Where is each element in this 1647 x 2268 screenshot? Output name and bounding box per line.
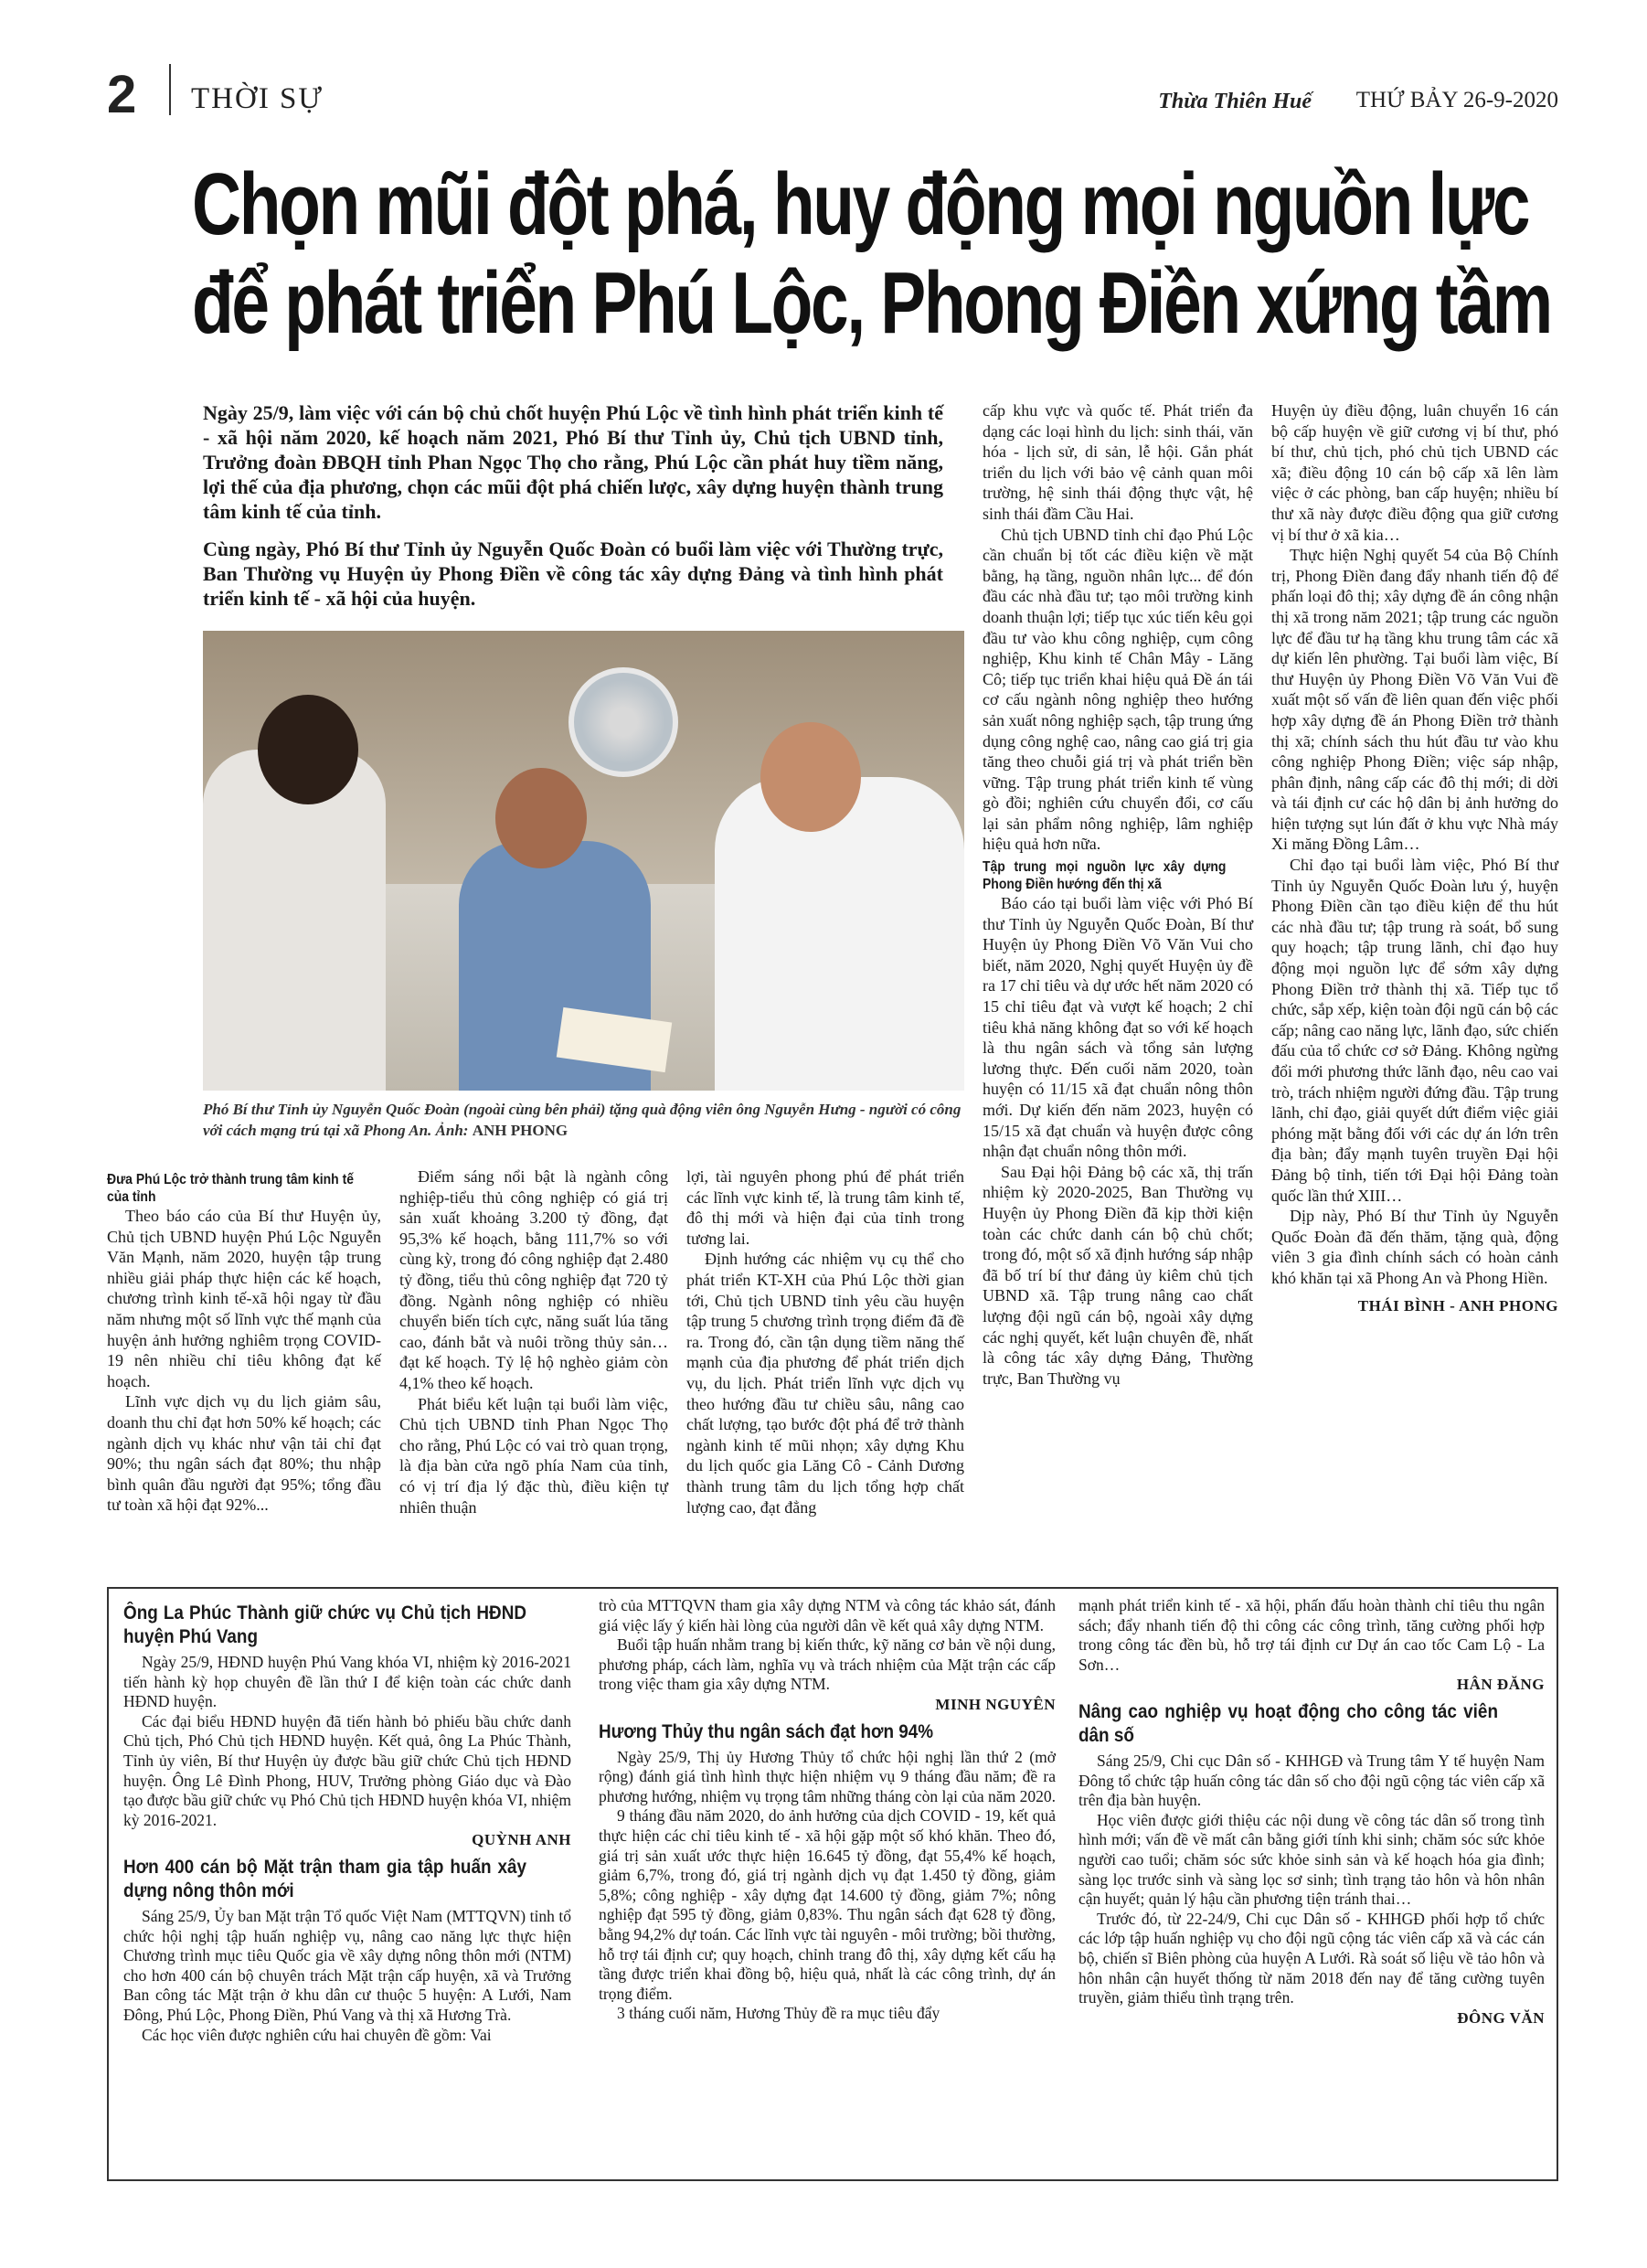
subhead-phong-dien: Tập trung mọi nguồn lực xây dựng Phong Điền hướng đến thị xã bbox=[983, 859, 1227, 893]
paragraph: cấp khu vực và quốc tế. Phát triển đa dạng các loại hình du lịch: sinh thái, văn hóa - lịch sử, di sản, lễ hội. Gắn phát triển du lịch với bảo vệ cảnh quan môi trường, hệ sinh thái động thực vật, hệ sinh thái đầm Cầu Hai. bbox=[983, 401, 1253, 523]
paragraph: Thực hiện Nghị quyết 54 của Bộ Chính trị, Phong Điền đang đẩy nhanh tiến độ để phấn loại đô thị; xây dựng đề án công nhận thị xã trong năm 2021; tập trung các nguồn lực để đầu tư hạ tầng khu trung tâm các xã dự kiến lên phường. Tại buổi làm việc, Bí thư Huyện ủy Phong Điền Võ Văn Vui đề xuất một số vấn đề liên quan đến việc phối hợp xây dựng đề án Phong Điền trở thành thị xã; chính sách thu hút đầu tư vào khu công nghiệp Phong Điền; việc sáp nhập, phân định, nâng cấp các đô thị mới; di dời và tái định cư các hộ dân bị ảnh hưởng do hiện tượng sụt lún đất ở khu vực Nhà máy Xi măng Đồng Lâm… bbox=[1271, 546, 1558, 854]
paragraph: Dịp này, Phó Bí thư Tỉnh ủy Nguyễn Quốc Đoàn đã đến thăm, tặng quà, động viên 3 gia đình chính sách có hoàn cảnh khó khăn tại xã Phong An và Phong Hiền. bbox=[1271, 1207, 1558, 1287]
main-headline bbox=[192, 155, 1551, 353]
brief-title-dan-so: Nâng cao nghiệp vụ hoạt động cho công tác viên dân số bbox=[1079, 1700, 1498, 1746]
paragraph: Các học viên được nghiên cứu hai chuyên đề gồm: Vai bbox=[142, 2025, 492, 2044]
section-title: THỜI SỰ bbox=[191, 82, 324, 115]
fan-icon bbox=[568, 667, 678, 777]
paragraph: Sáng 25/9, Chi cục Dân số - KHHGĐ và Trung tâm Y tế huyện Nam Đông tổ chức tập huấn công tác dân số cho đội ngũ cộng tác viên cấp xã trên địa bàn huyện. bbox=[1079, 1751, 1545, 1810]
brief-title-phu-vang: Ông La Phúc Thành giữ chức vụ Chủ tịch HĐND huyện Phú Vang bbox=[123, 1603, 526, 1647]
paragraph: 3 tháng cuối năm, Hương Thủy đề ra mục tiêu đẩy bbox=[617, 2004, 940, 2023]
photo-person-right-head bbox=[760, 722, 861, 832]
photo-credit: ANH PHONG bbox=[472, 1122, 568, 1139]
paragraph: Các đại biểu HĐND huyện đã tiến hành bỏ phiếu bầu chức danh Chủ tịch, Phó Chủ tịch HĐND huyện. Kết quả, ông La Phúc Thành, Tỉnh ủy viên, Bí thư Huyện ủy được bầu giữ chức Chủ tịch HĐND huyện. Ông Lê Đình Phong, HUV, Trưởng phòng Giáo dục và Đào tạo được bầu giữ chức vụ Phó Chủ tịch HĐND huyện khóa VI, nhiệm kỳ 2016-2021. bbox=[123, 1711, 571, 1829]
headline-line-1: Chọn mũi đột phá, huy động mọi nguồn lực bbox=[192, 155, 1529, 253]
photo-person-center-head bbox=[495, 768, 587, 868]
paragraph: Lĩnh vực dịch vụ du lịch giảm sâu, doanh thu chỉ đạt hơn 50% kế hoạch; các ngành dịch vụ khác như vận tải chỉ đạt 90%; thu ngân sách đạt 80%; thu nhập bình quân đầu người đạt 95%; tổng đầu tư toàn xã hội đạt 92%... bbox=[107, 1392, 381, 1515]
headline-line-2: để phát triển Phú Lộc, Phong Điền xứng tầm bbox=[192, 254, 1551, 352]
article-column-3 bbox=[686, 1166, 964, 1517]
paragraph: Huyện ủy điều động, luân chuyển 16 cán bộ cấp huyện về giữ cương vị bí thư, phó bí thư, chủ tịch, phó chủ tịch UBND các xã; điều động 10 cán bộ cấp xã lên làm việc ở các phòng, ban cấp huyện; nhiều bí thư xã này được điều động qua giữ cương vị bí thư ở xã kia… bbox=[1271, 401, 1558, 544]
paragraph: trò của MTTQVN tham gia xây dựng NTM và công tác khảo sát, đánh giá việc lấy ý kiến hài lòng của người dân về kết quả xây dựng NTM. bbox=[599, 1596, 1056, 1634]
paragraph: Phát biểu kết luận tại buổi làm việc, Chủ tịch UBND tỉnh Phan Ngọc Thọ cho rằng, Phú Lộc có vai trò quan trọng, là địa bàn cửa ngõ phía Nam của tỉnh, có vị trí địa lý đặc thù, điều kiện tự nhiên thuận bbox=[399, 1394, 668, 1517]
caption-text: Phó Bí thư Tỉnh ủy Nguyễn Quốc Đoàn (ngoài cùng bên phải) tặng quà động viên ông Nguyễn Hưng - người có công với cách mạng trú tại xã Phong An. Ảnh: bbox=[203, 1101, 962, 1139]
page-number: 2 bbox=[107, 65, 137, 124]
paragraph: Trước đó, từ 22-24/9, Chi cục Dân số - KHHGĐ phối hợp tổ chức các lớp tập huấn nghiệp vụ cho đội ngũ cộng tác viên cấp xã và các cán bộ, chiến sĩ Biên phòng của huyện A Lưới. Rà soát số liệu về tảo hôn và hôn nhân cận huyết thống từ năm 2018 đến nay để tăng cường tuyên truyền, giảm thiểu tình trạng trên. bbox=[1079, 1909, 1545, 2007]
article-lead bbox=[203, 400, 943, 623]
paragraph: Chủ tịch UBND tỉnh chỉ đạo Phú Lộc cần chuẩn bị tốt các điều kiện về mặt bằng, hạ tầng, nguồn nhân lực... để đón đầu các nhà đầu tư; tạo môi trường kinh doanh thuận lợi; tiếp tục xúc tiến kêu gọi đầu tư vào khu công nghiệp, cụm công nghiệp, Khu kinh tế Chân Mây - Lăng Cô; tiếp tục triển khai hiệu quả Đề án tái cơ cấu ngành nông nghiệp theo hướng sản xuất nông nghiệp sạch, tập trung ứng dụng công nghệ cao, nâng cao giá trị gia tăng theo chuỗi giá trị và phát triển bền vững. Tập trung phát triển kinh tế vùng gò đồi; nghiên cứu chuyển đổi, cơ cấu lại sản phẩm nông nghiệp, lâm nghiệp hiệu quả hơn nữa. bbox=[983, 525, 1253, 854]
photo-person-right bbox=[715, 777, 964, 1091]
paragraph: Sáng 25/9, Ủy ban Mặt trận Tổ quốc Việt Nam (MTTQVN) tỉnh tổ chức hội nghị tập huấn nghiệp vụ, nâng cao năng lực thực hiện Chương trình mục tiêu Quốc gia về xây dựng nông thôn mới (NTM) cho hơn 400 cán bộ chuyên trách Mặt trận cấp huyện, xã và Trưởng Ban công tác Mặt trận ở khu dân cư thuộc 5 huyện: A Lưới, Nam Đông, Phú Lộc, Phong Điền, Phú Vang và thị xã Hương Trà. bbox=[123, 1906, 571, 2024]
masthead bbox=[107, 55, 1558, 137]
paragraph: Định hướng các nhiệm vụ cụ thể cho phát triển KT-XH của Phú Lộc thời gian tới, Chủ tịch UBND tỉnh yêu cầu huyện tập trung 5 chương trình trọng điểm đã đề ra. Trong đó, cần tận dụng tiềm năng thế mạnh của địa phương để phát triển dịch vụ, du lịch. Phát triển lĩnh vực dịch vụ theo hướng đầu tư chiều sâu, nâng cao chất lượng, tạo bước đột phá để trở thành ngành kinh tế mũi nhọn; xây dựng Khu du lịch quốc gia Lăng Cô - Cảnh Dương thành trung tâm du lịch tổng hợp chất lượng cao, đạt đẳng bbox=[686, 1250, 964, 1517]
brief-byline: HÂN ĐĂNG bbox=[1456, 1676, 1545, 1694]
paragraph: Theo báo cáo của Bí thư Huyện ủy, Chủ tịch UBND huyện Phú Lộc Nguyễn Văn Mạnh, năm 2020, huyện tập trung nhiều giải pháp thực hiện các kế hoạch, chương trình kinh tế-xã hội ngay từ đầu năm nhưng một số lĩnh vực thế mạnh của huyện ảnh hưởng nghiêm trọng COVID-19 nên nhiều chỉ tiêu không đạt kế hoạch. bbox=[107, 1207, 381, 1390]
paragraph: Chỉ đạo tại buổi làm việc, Phó Bí thư Tỉnh ủy Nguyễn Quốc Đoàn lưu ý, huyện Phong Điền cần tạo điều kiện để thu hút các nhà đầu tư; tập trung rà soát, bổ sung quy hoạch; tập trung lãnh, chỉ đạo huy động mọi nguồn lực để sớm xây dựng Phong Điền trở thành thị xã. Tiếp tục tổ chức, sắp xếp, kiện toàn đội ngũ cán bộ các cấp; nâng cao năng lực, lãnh đạo, sức chiến đấu của tổ chức cơ sở Đảng. Không ngừng đổi mới phương thức lãnh đạo, nêu cao vai trò, trách nhiệm người đứng đầu. Tập trung lãnh, chỉ đạo, giải quyết dứt điểm việc giải phóng mặt bằng đối với các dự án lớn trên địa bàn; đẩy mạnh tuyên truyền Đại hội Đảng bộ tỉnh, tiến tới Đại hội Đảng toàn quốc lần thứ XIII… bbox=[1271, 856, 1558, 1205]
lead-paragraph-1: Ngày 25/9, làm việc với cán bộ chủ chốt huyện Phú Lộc về tình hình phát triển kinh tế - xã hội năm 2020, kế hoạch năm 2021, Phó Bí thư Tỉnh ủy, Chủ tịch UBND tỉnh, Trưởng đoàn ĐBQH tỉnh Phan Ngọc Thọ cho rằng, Phú Lộc cần phát huy tiềm năng, lợi thế của địa phương, chọn các mũi đột phá chiến lược, xây dựng huyện thành trung tâm kinh tế của tỉnh. bbox=[203, 401, 943, 523]
article-column-5 bbox=[1271, 400, 1558, 1316]
paragraph: Buổi tập huấn nhằm trang bị kiến thức, kỹ năng cơ bản về nội dung, phương pháp, cách làm, nghĩa vụ và trách nhiệm của Mặt trận các cấp trong việc tham gia xây dựng NTM. bbox=[599, 1635, 1056, 1694]
newspaper-name: Thừa Thiên Huế bbox=[1158, 90, 1312, 113]
briefs-column-1 bbox=[123, 1596, 571, 2045]
paragraph: Học viên được giới thiệu các nội dung về công tác dân số trong tình hình mới; vấn đề về mất cân bằng giới tính khi sinh; chăm sóc sức khỏe người cao tuổi; chăm sóc sức khỏe sinh sản và kế hoạch hóa gia đình; sàng lọc trước sinh và sàng lọc sơ sinh; tình trạng tảo hôn và hôn nhân cận huyết; quản lý hậu cần phương tiện tránh thai… bbox=[1079, 1810, 1545, 1909]
paragraph: Báo cáo tại buổi làm việc với Phó Bí thư Tỉnh ủy Nguyễn Quốc Đoàn, Bí thư Huyện ủy Phong Điền Võ Văn Vui cho biết, năm 2020, Nghị quyết Huyện ủy đề ra 17 chỉ tiêu và dự ước hết năm 2020 có 15 chỉ tiêu đạt và vượt kế hoạch; 2 chỉ tiêu khả năng không đạt so với kế hoạch là thu ngân sách và tổng sản lượng lương thực. Đến cuối năm 2020, toàn huyện có 11/15 xã đạt chuẩn nông thôn mới. Dự kiến đến năm 2023, huyện có 15/15 xã đạt chuẩn và huyện được công nhận đạt chuẩn nông thôn mới. bbox=[983, 894, 1253, 1161]
article-photo bbox=[203, 631, 964, 1091]
paragraph: Điểm sáng nổi bật là ngành công nghiệp-tiểu thủ công nghiệp có giá trị sản xuất khoảng 3.200 tỷ đồng, đạt 95,3% kế hoạch, bằng 111,7% so với cùng kỳ, trong đó công nghiệp đạt 2.480 tỷ đồng, tiểu thủ công nghiệp đạt 720 tỷ đồng. Ngành nông nghiệp có nhiều chuyển biến tích cực, năng suất lúa tăng cao, đánh bắt và nuôi trồng thủy sản… đạt kế hoạch. Tỷ lệ hộ nghèo giảm còn 4,1% theo kế hoạch. bbox=[399, 1167, 668, 1392]
paragraph: mạnh phát triển kinh tế - xã hội, phấn đấu hoàn thành chỉ tiêu thu ngân sách; đẩy nhanh tiến độ thi công các công trình, tăng cường phối hợp trong công tác đền bù, hỗ trợ tái định cư Dự án cao tốc Cam Lộ - La Sơn… bbox=[1079, 1596, 1545, 1674]
paragraph: lợi, tài nguyên phong phú để phát triển các lĩnh vực kinh tế, là trung tâm kinh tế, đô thị mới và hiện đại của tỉnh trong tương lai. bbox=[686, 1167, 964, 1248]
paragraph: Sau Đại hội Đảng bộ các xã, thị trấn nhiệm kỳ 2020-2025, Ban Thường vụ Huyện ủy Phong Điền đã kịp thời kiện toàn các chức danh cán bộ chủ chốt; trong đó, một số xã định hướng sáp nhập đã bố trí bí thư đảng ủy kiêm chủ tịch UBND xã. Tập trung nâng cao chất lượng đội ngũ cán bộ, ngoài xây dựng các nghị quyết, kết luận chuyên đề, nhất là công tác xây dựng Đảng, Thường trực, Ban Thường vụ bbox=[983, 1162, 1253, 1388]
masthead-divider bbox=[169, 64, 171, 115]
briefs-column-2 bbox=[599, 1596, 1056, 2024]
paragraph: 9 tháng đầu năm 2020, do ảnh hưởng của dịch COVID - 19, kết quả thực hiện các chỉ tiêu kinh tế - xã hội gặp một số khó khăn. Theo đó, giá trị sản xuất ước thực hiện 16.645 tỷ đồng, đạt 55,4% kế hoạch, giảm 6,7%, trong đó, giá trị ngành dịch vụ đạt 1.450 tỷ đồng, giảm 5,8%; công nghiệp - xây dựng đạt 14.600 tỷ đồng, giảm 7%; nông nghiệp đạt 595 tỷ đồng, giảm 0,83%. Thu ngân sách đạt 628 tỷ đồng, bằng 94,2% dự toán. Các lĩnh vực tài nguyên - môi trường; bồi thường, hỗ trợ tái định cư; quy hoạch, chỉnh trang đô thị, xây dựng kết cấu hạ tầng được triển khai đồng bộ, hiệu quả, nhất là các công trình, dự án trọng điểm. bbox=[599, 1806, 1056, 2003]
brief-title-huong-thuy: Hương Thủy thu ngân sách đạt hơn 94% bbox=[599, 1720, 934, 1742]
brief-byline: MINH NGUYÊN bbox=[935, 1695, 1056, 1713]
subhead-phu-loc: Đưa Phú Lộc trở thành trung tâm kinh tế của tỉnh bbox=[107, 1172, 354, 1205]
briefs-column-3 bbox=[1079, 1596, 1545, 2028]
article-byline: THÁI BÌNH - ANH PHONG bbox=[1357, 1296, 1558, 1315]
brief-byline: QUỲNH ANH bbox=[472, 1831, 571, 1849]
paragraph: Ngày 25/9, HĐND huyện Phú Vang khóa VI, nhiệm kỳ 2016-2021 tiến hành kỳ họp chuyên đề lần thứ I để kiện toàn các chức danh HĐND huyện. bbox=[123, 1653, 571, 1711]
paragraph: Ngày 25/9, Thị ủy Hương Thủy tổ chức hội nghị lần thứ 2 (mở rộng) đánh giá tình hình thực hiện nhiệm vụ 9 tháng đầu năm; đề ra phương hướng, nhiệm vụ trọng tâm những tháng còn lại của năm 2020. bbox=[599, 1747, 1056, 1805]
photo-person-left-head bbox=[258, 695, 358, 804]
brief-byline: ĐÔNG VĂN bbox=[1457, 2008, 1545, 2027]
issue-date: THỨ BẢY 26-9-2020 bbox=[1355, 88, 1558, 112]
brief-title-mat-tran: Hơn 400 cán bộ Mặt trận tham gia tập huấn xây dựng nông thôn mới bbox=[123, 1856, 526, 1901]
lead-paragraph-2: Cùng ngày, Phó Bí thư Tỉnh ủy Nguyễn Quốc Đoàn có buổi làm việc với Thường trực, Ban Thường vụ Huyện ủy Phong Điền về công tác xây dựng Đảng và tình hình phát triển kinh tế - xã hội của huyện. bbox=[203, 538, 943, 610]
article-column-1 bbox=[107, 1171, 381, 1516]
photo-caption bbox=[203, 1099, 964, 1141]
article-column-2 bbox=[399, 1166, 668, 1517]
article-column-4 bbox=[983, 400, 1253, 1389]
